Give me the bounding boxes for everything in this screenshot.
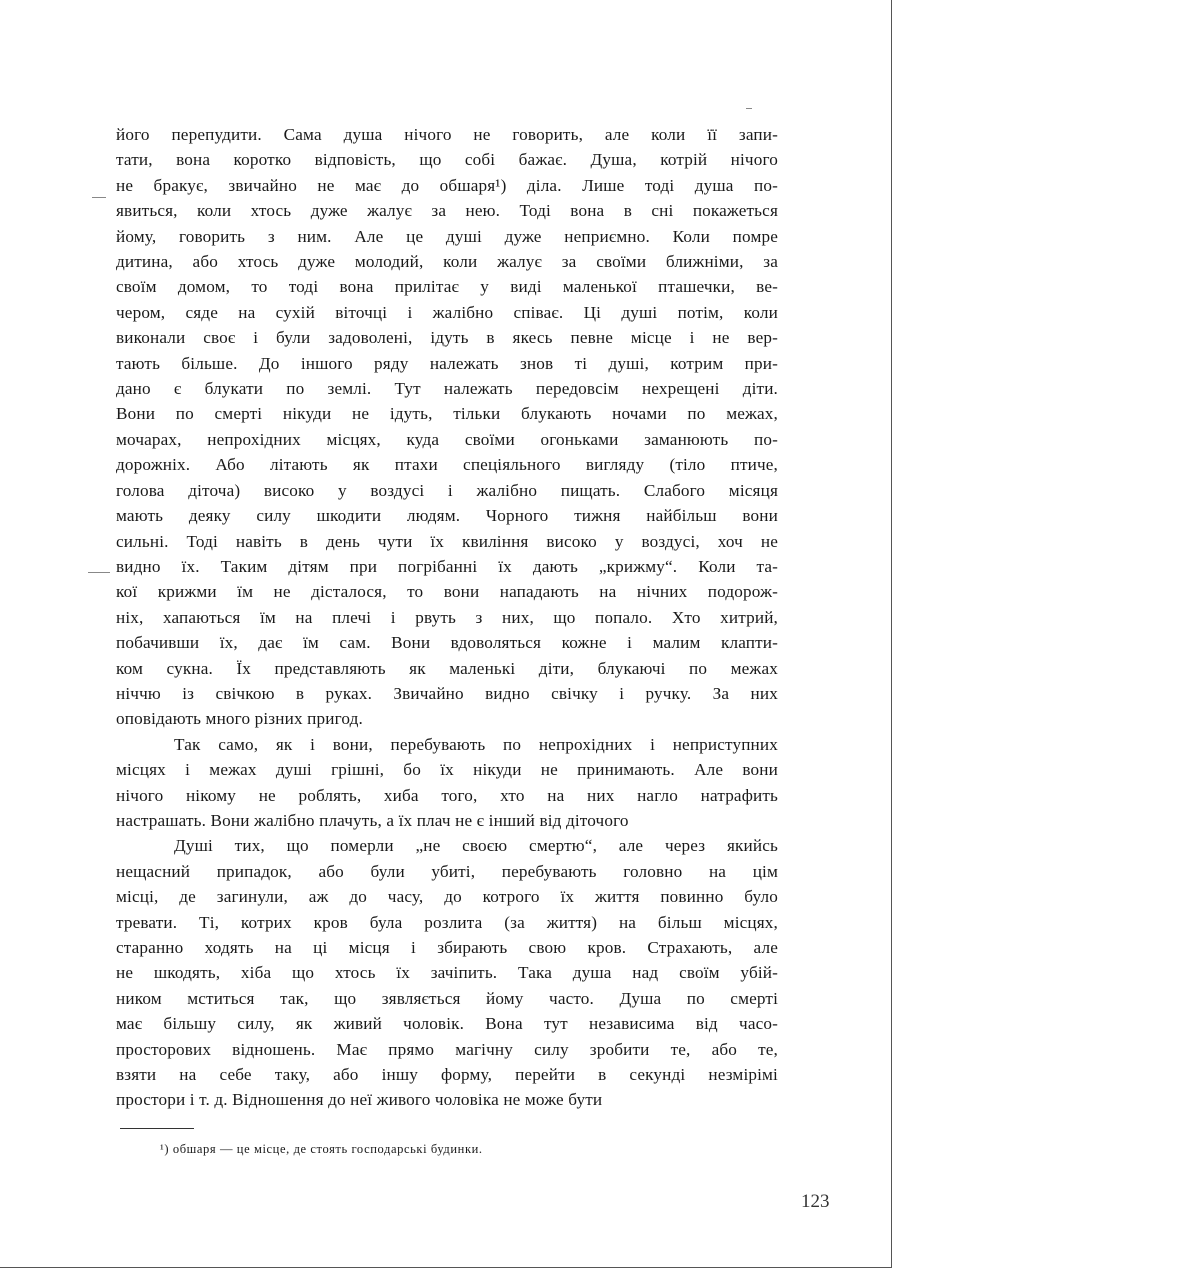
text-line: простори і т. д. Відношення до неї живого чоловіка не може бути (116, 1090, 603, 1110)
body-text (116, 122, 778, 1113)
text-line: не шкодять, хіба що хтось їх зачіпить. Така душа над своїм убій- (116, 963, 778, 983)
text-line: дитина, або хтось дуже молодий, коли жалує за своїми ближніми, за (116, 252, 778, 272)
text-line: його перепудити. Сама душа нічого не говорить, але коли її запи- (116, 125, 778, 144)
text-line: чером, сяде на сухій віточці і жалібно співає. Ці душі потім, коли (116, 302, 778, 322)
text-line: ніччю із свічкою в руках. Звичайно видно свічку і ручку. За них (116, 683, 778, 703)
text-line: тревати. Ті, котрих кров була розлита (за життя) на більш місцях, (116, 912, 778, 932)
text-line: ником мститься так, що зявляється йому часто. Душа по смерті (116, 988, 778, 1008)
text-line: нещасний припадок, або були убиті, перебувають головно на цім (116, 861, 778, 881)
footnote-rule (120, 1128, 194, 1129)
text-line: ніх, хапаються їм на плечі і рвуть з них, що попало. Хто хитрий, (116, 607, 778, 627)
text-line: місці, де загинули, аж до часу, до котрого їх життя повинно було (116, 887, 778, 907)
paragraph (116, 122, 778, 732)
text-line: явиться, коли хтось дуже жалує за нею. Тоді вона в сні покажеться (116, 201, 778, 221)
text-line: йому, говорить з ним. Але це душі дуже неприємно. Коли помре (116, 226, 778, 246)
text-line: видно їх. Таким дітям при погрібанні їх дають „крижму“. Коли та- (116, 556, 778, 576)
text-line: кої крижми їм не дісталося, то вони нападають на нічних подорож- (116, 582, 778, 602)
footnote-text: обшаря — це місце, де стоять господарські будинки. (172, 1142, 483, 1156)
footnote-marker: ¹) (160, 1142, 170, 1156)
text-line: Так само, як і вони, перебувають по непрохідних і неприступних (174, 734, 778, 754)
paragraph (116, 732, 778, 834)
footnote (160, 1142, 483, 1157)
text-line: голова діточа) високо у воздусі і жалібно пищать. Слабого місяця (116, 480, 778, 500)
text-line: сильні. Тоді навіть в день чути їх квиління високо у воздусі, хоч не (116, 531, 778, 551)
page-number: 123 (801, 1191, 830, 1212)
text-line: просторових відношень. Має прямо магічну силу зробити те, або те, (116, 1039, 778, 1059)
text-line: дорожніх. Або літають як птахи спеціяльного вигляду (тіло птиче, (116, 455, 778, 475)
text-line: мають деяку силу шкодити людям. Чорного тижня найбільш вони (116, 506, 778, 526)
text-line: взяти на себе таку, або іншу форму, перейти в секунді незмірімі (116, 1065, 778, 1085)
text-line: виконали своє і були задоволені, ідуть в якесь певне місце і не вер- (116, 328, 778, 348)
text-line: старанно ходять на ці місця і збирають свою кров. Страхають, але (116, 938, 778, 957)
text-line: нічого нікому не роблять, хиба того, хто на них нагло натрафить (116, 785, 778, 805)
text-line: місцях і межах душі грішні, бо їх нікуди не принимають. Але вони (116, 760, 778, 780)
text-line: мочарах, непрохідних місцях, куда своїми огоньками заманюють по- (116, 429, 778, 449)
text-line: побачивши їх, дає їм сам. Вони вдоволяться кожне і малим клапти- (116, 633, 778, 653)
scan-mark (92, 197, 106, 198)
text-line: настрашать. Вони жалібно плачуть, а їх плач не є інший від діточого (116, 810, 629, 830)
text-line: тають більше. До іншого ряду належать знов ті душі, котрим при- (116, 353, 778, 373)
text-line: не бракує, звичайно не має до обшаря¹) діла. Лише тоді душа по- (116, 175, 778, 195)
scan-mark (88, 572, 110, 573)
text-line: Вони по смерті нікуди не ідуть, тільки блукають ночами по межах, (116, 404, 778, 424)
scan-mark (746, 108, 752, 109)
text-line: ком сукна. Їх представляють як маленькі діти, блукаючі по межах (116, 658, 778, 678)
text-line: Душі тих, що померли „не своєю смертю“, але через якийсь (174, 836, 778, 856)
text-line: тати, вона коротко відповість, що собі бажає. Душа, котрій нічого (116, 150, 778, 170)
text-line: дано є блукати по землі. Тут належать передовсім нехрещені діти. (116, 379, 778, 399)
text-line: оповідають много різних пригод. (116, 709, 363, 729)
paragraph (116, 833, 778, 1112)
text-line: своїм домом, то тоді вона прилітає у виді маленької пташечки, ве- (116, 277, 778, 297)
text-line: має більшу силу, як живий чоловік. Вона тут независима від часо- (116, 1014, 778, 1034)
